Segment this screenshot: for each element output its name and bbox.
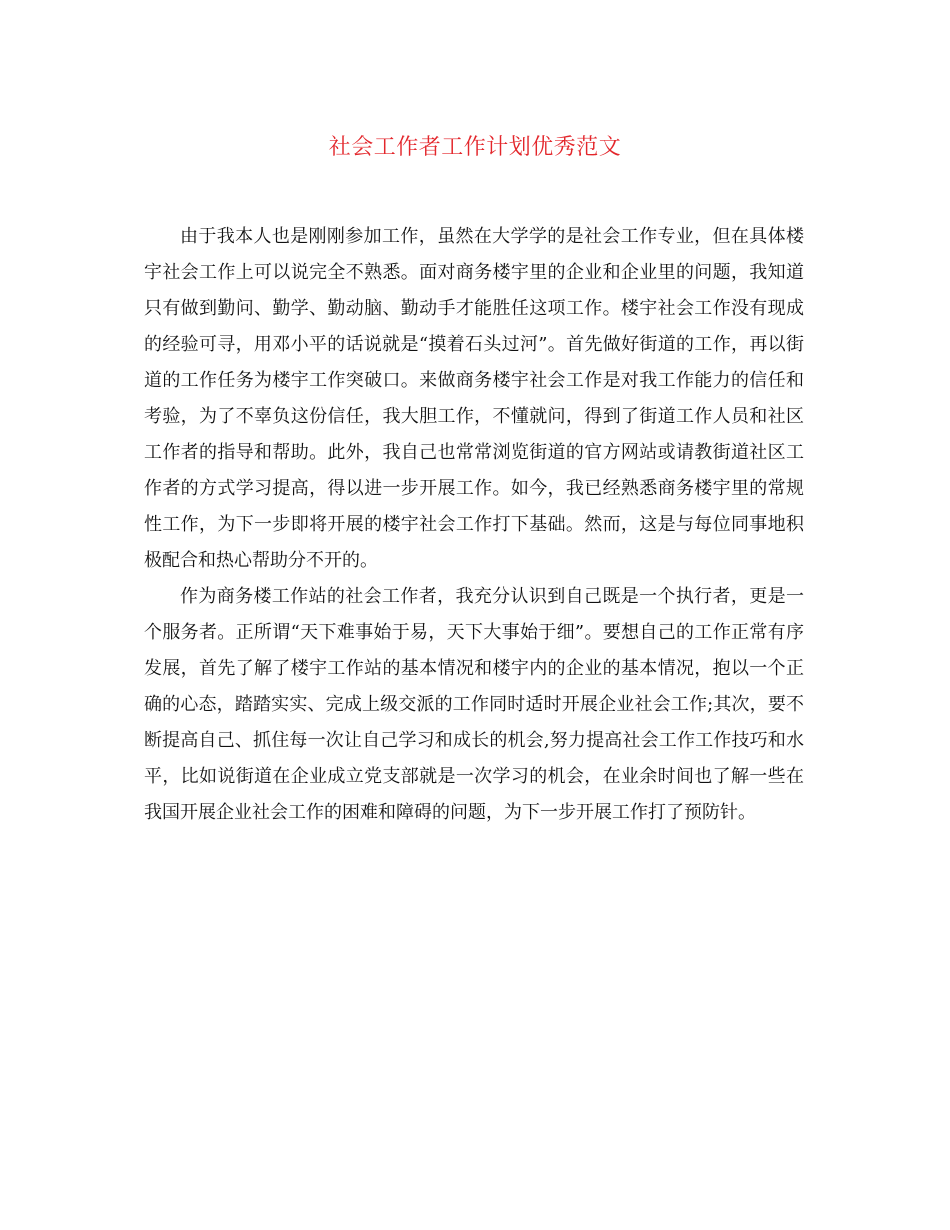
paragraph-2: 作为商务楼工作站的社会工作者，我充分认识到自己既是一个执行者，更是一个服务者。正所谓“天下难事始于易，天下大事始于细”。要想自己的工作正常有序发展，首先了解了楼宇工作站的基本情况和楼宇内的企业的基本情况，抱以一个正确的心态，踏踏实实、完成上级交派的工作同时适时开展企业社会工作;其次，要不断提高自己、抓住每一次让自己学习和成长的机会,努力提高社会工作工作技巧和水平，比如说街道在企业成立党支部就是一次学习的机会，在业余时间也了解一些在我国开展企业社会工作的困难和障碍的问题，为下一步开展工作打了预防针。 [144, 586, 804, 823]
document-body [144, 219, 804, 831]
document-title: 社会工作者工作计划优秀范文 [328, 135, 622, 160]
paragraph-1: 由于我本人也是刚刚参加工作，虽然在大学学的是社会工作专业，但在具体楼宇社会工作上可以说完全不熟悉。面对商务楼宇里的企业和企业里的问题，我知道只有做到勤问、勤学、勤动脑、勤动手才能胜任这项工作。楼宇社会工作没有现成的经验可寻，用邓小平的话说就是“摸着石头过河”。首先做好街道的工作，再以街道的工作任务为楼宇工作突破口。来做商务楼宇社会工作是对我工作能力的信任和考验，为了不辜负这份信任，我大胆工作，不懂就问，得到了街道工作人员和社区工作者的指导和帮助。此外，我自己也常常浏览街道的官方网站或请教街道社区工作者的方式学习提高，得以进一步开展工作。如今，我已经熟悉商务楼宇里的常规性工作，为下一步即将开展的楼宇社会工作打下基础。然而，这是与每位同事地积极配合和热心帮助分不开的。 [144, 226, 804, 571]
